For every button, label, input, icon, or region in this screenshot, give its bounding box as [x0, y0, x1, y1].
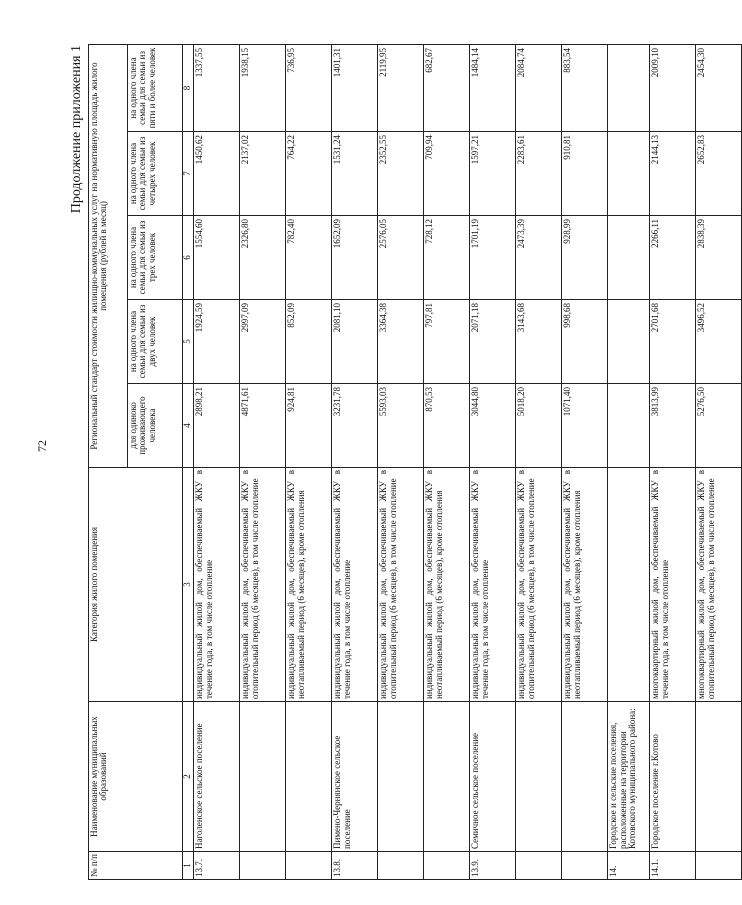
standard-value: 2084,74 — [516, 44, 562, 131]
standard-value: 3364,38 — [378, 300, 424, 384]
table-row — [332, 44, 378, 879]
standard-value: 2898,21 — [194, 384, 240, 468]
municipality-name: Городское и сельские поселения, расположенные на территории Котовского муниципального района: — [608, 702, 650, 852]
row-number — [286, 852, 332, 880]
standard-value: 1401,31 — [332, 44, 378, 131]
column-numbers-row — [183, 44, 194, 879]
standard-value: 3044,80 — [470, 384, 516, 468]
standard-value: 5276,50 — [696, 384, 742, 468]
municipality-name: Наголенское сельское поселение — [194, 702, 240, 852]
dwelling-category: индивидуальный жилой дом, обеспечиваемый ЖКУ в отопительный период (6 месяцев), в том числе отопление — [240, 468, 286, 702]
standard-value: 2071,18 — [470, 300, 516, 384]
row-number: 13.7. — [194, 852, 240, 880]
row-number — [562, 852, 608, 880]
standard-value: 2144,13 — [650, 132, 696, 216]
standard-value: 764,22 — [286, 132, 332, 216]
appendix-heading: Продолжение приложения 1 — [69, 45, 84, 214]
standard-value: 1337,55 — [194, 44, 240, 131]
rotated-page-content — [69, 45, 716, 880]
standard-value: 1450,62 — [194, 132, 240, 216]
standard-value: 2009,10 — [650, 44, 696, 131]
standard-value — [608, 132, 650, 216]
column-number: 5 — [183, 300, 194, 384]
table-body — [194, 44, 742, 879]
standard-value: 2473,39 — [516, 216, 562, 300]
standard-value: 797,81 — [424, 300, 470, 384]
dwelling-category: индивидуальный жилой дом, обеспечиваемый ЖКУ в отопительный период (6 месяцев), в том числе отопление — [516, 468, 562, 702]
standard-value: 2838,39 — [696, 216, 742, 300]
tariff-table — [88, 44, 742, 880]
table-row — [562, 44, 608, 879]
standard-value: 2997,09 — [240, 300, 286, 384]
column-number: 2 — [183, 702, 194, 852]
table-row — [696, 44, 742, 879]
dwelling-category: индивидуальный жилой дом, обеспечиваемый ЖКУ в течение года, в том числе отопление — [470, 468, 516, 702]
standard-value: 3496,52 — [696, 300, 742, 384]
row-number — [240, 852, 286, 880]
municipality-name — [286, 702, 332, 852]
column-number: 8 — [183, 44, 194, 131]
table-row — [286, 44, 332, 879]
standard-value: 2352,55 — [378, 132, 424, 216]
table-row — [516, 44, 562, 879]
dwelling-category: индивидуальный жилой дом, обеспечиваемый ЖКУ в неотапливаемый период (6 месяцев), кроме отопления — [286, 468, 332, 702]
header-sub-single: для одиноко проживающего человека — [128, 384, 183, 468]
standard-value: 1701,19 — [470, 216, 516, 300]
table-row — [194, 44, 240, 879]
municipality-name — [378, 702, 424, 852]
dwelling-category: многоквартирный жилой дом, обеспечиваемый ЖКУ в отопительный период (6 месяцев), в том числе отопление — [696, 468, 742, 702]
standard-value — [608, 300, 650, 384]
table-row — [650, 44, 696, 879]
municipality-name — [240, 702, 286, 852]
municipality-name — [562, 702, 608, 852]
table-row — [608, 44, 650, 879]
row-number: 13.8. — [332, 852, 378, 880]
standard-value — [608, 44, 650, 131]
standard-value: 910,81 — [562, 132, 608, 216]
column-number: 6 — [183, 216, 194, 300]
header-sub-two: на одного члена семьи для семьи из двух человек — [128, 300, 183, 384]
standard-value — [608, 384, 650, 468]
standard-value: 2137,02 — [240, 132, 286, 216]
municipality-name: Пимено-Чернянское сельское поселение — [332, 702, 378, 852]
row-number — [378, 852, 424, 880]
column-number: 7 — [183, 132, 194, 216]
header-category: Категория жилого помещения — [89, 468, 183, 702]
standard-value: 736,95 — [286, 44, 332, 131]
standard-value: 709,94 — [424, 132, 470, 216]
standard-value: 728,12 — [424, 216, 470, 300]
row-number: 14.1. — [650, 852, 696, 880]
header-sub-four: на одного члена семьи для семьи из четырех человек — [128, 132, 183, 216]
header-name: Наименование муниципальных образований — [89, 702, 183, 852]
dwelling-category: индивидуальный жилой дом, обеспечиваемый ЖКУ в неотапливаемый период (6 месяцев), кроме отопления — [562, 468, 608, 702]
standard-value: 928,99 — [562, 216, 608, 300]
standard-value: 2283,61 — [516, 132, 562, 216]
header-sub-five: на одного члена семьи для семьи из пяти и более человек — [128, 44, 183, 131]
standard-value: 5593,03 — [378, 384, 424, 468]
standard-value: 852,09 — [286, 300, 332, 384]
standard-value: 3231,78 — [332, 384, 378, 468]
municipality-name: Городское поселение г.Котово — [650, 702, 696, 852]
table-row — [378, 44, 424, 879]
standard-value — [608, 216, 650, 300]
standard-value: 1484,14 — [470, 44, 516, 131]
dwelling-category: индивидуальный жилой дом, обеспечиваемый ЖКУ в течение года, в том числе отопление — [332, 468, 378, 702]
page-number: 72 — [35, 440, 49, 452]
standard-value: 2326,80 — [240, 216, 286, 300]
municipality-name — [516, 702, 562, 852]
dwelling-category — [608, 468, 650, 702]
column-number: 4 — [183, 384, 194, 468]
standard-value: 2701,68 — [650, 300, 696, 384]
dwelling-category: индивидуальный жилой дом, обеспечиваемый ЖКУ в течение года, в том числе отопление — [194, 468, 240, 702]
header-standard: Региональный стандарт стоимости жилищно-коммунальных услуг на нормативную площадь жилого помещения (рублей в месяц) — [89, 44, 128, 467]
header-num: № п/п — [89, 852, 183, 880]
standard-value: 1597,21 — [470, 132, 516, 216]
table-row — [470, 44, 516, 879]
standard-value: 2119,95 — [378, 44, 424, 131]
municipality-name — [424, 702, 470, 852]
dwelling-category: индивидуальный жилой дом, обеспечиваемый ЖКУ в неотапливаемый период (6 месяцев), кроме отопления — [424, 468, 470, 702]
header-sub-three: на одного члена семьи для семьи из трех человек — [128, 216, 183, 300]
standard-value: 3813,99 — [650, 384, 696, 468]
column-number: 1 — [183, 852, 194, 880]
standard-value: 682,67 — [424, 44, 470, 131]
standard-value: 2081,10 — [332, 300, 378, 384]
standard-value: 1071,40 — [562, 384, 608, 468]
column-number: 3 — [183, 468, 194, 702]
table-row — [240, 44, 286, 879]
standard-value: 3143,68 — [516, 300, 562, 384]
row-number: 14. — [608, 852, 650, 880]
dwelling-category: индивидуальный жилой дом, обеспечиваемый ЖКУ в отопительный период (6 месяцев), в том числе отопление — [378, 468, 424, 702]
standard-value: 870,53 — [424, 384, 470, 468]
standard-value: 998,68 — [562, 300, 608, 384]
standard-value: 924,81 — [286, 384, 332, 468]
standard-value: 1531,24 — [332, 132, 378, 216]
row-number — [516, 852, 562, 880]
standard-value: 1924,59 — [194, 300, 240, 384]
standard-value: 2652,83 — [696, 132, 742, 216]
standard-value: 1554,60 — [194, 216, 240, 300]
municipality-name — [696, 702, 742, 852]
standard-value: 782,40 — [286, 216, 332, 300]
standard-value: 1938,15 — [240, 44, 286, 131]
table-row — [424, 44, 470, 879]
standard-value: 2576,05 — [378, 216, 424, 300]
standard-value: 2454,30 — [696, 44, 742, 131]
standard-value: 5018,20 — [516, 384, 562, 468]
row-number — [696, 852, 742, 880]
standard-value: 883,54 — [562, 44, 608, 131]
standard-value: 4871,61 — [240, 384, 286, 468]
municipality-name: Семичное сельское поселение — [470, 702, 516, 852]
row-number: 13.9. — [470, 852, 516, 880]
standard-value: 1652,09 — [332, 216, 378, 300]
dwelling-category: многоквартирный жилой дом, обеспечиваемый ЖКУ в течение года, в том числе отопление — [650, 468, 696, 702]
row-number — [424, 852, 470, 880]
standard-value: 2266,11 — [650, 216, 696, 300]
